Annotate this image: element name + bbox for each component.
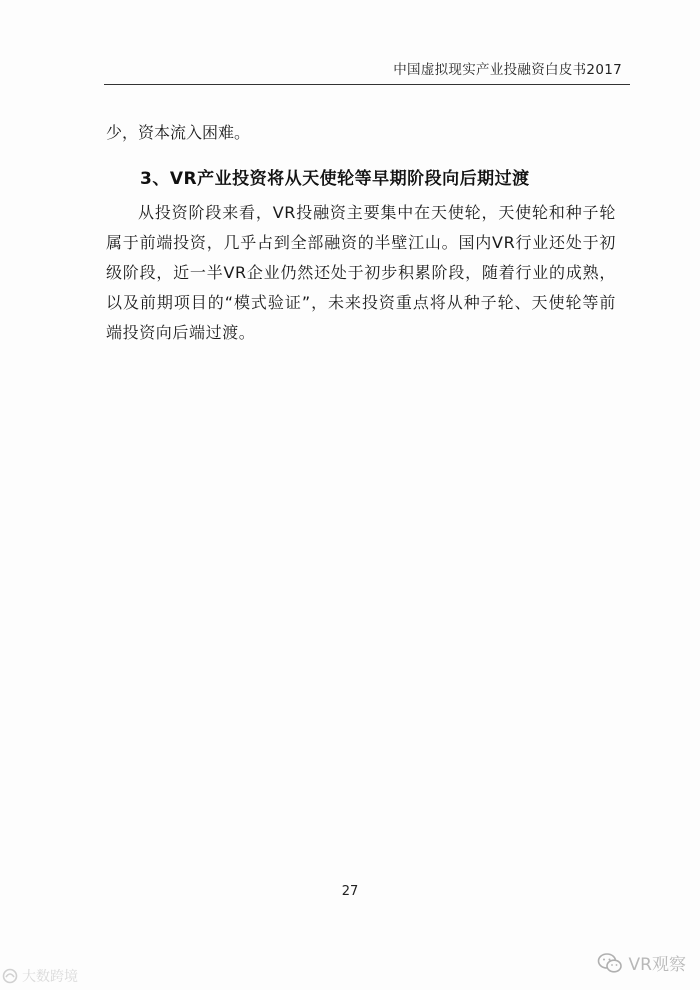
watermark-right-text: VR观察 <box>628 955 686 975</box>
brand-logo-icon <box>2 968 18 984</box>
watermark-left <box>2 966 78 986</box>
body-paragraph: 从投资阶段来看，VR投融资主要集中在天使轮，天使轮和种子轮属于前端投资，几乎占到全部融资的半壁江山。国内VR行业还处于初级阶段，近一半VR企业仍然还处于初步积累阶段，随着行业的成熟，以及前期项目的“模式验证”，未来投资重点将从种子轮、天使轮等前端投资向后端过渡。 <box>106 203 616 342</box>
page-number: 27 <box>341 884 359 899</box>
section-heading: 3、VR产业投资将从天使轮等早期阶段向后期过渡 <box>140 169 530 189</box>
wechat-icon <box>597 952 623 974</box>
running-header: 中国虚拟现实产业投融资白皮书2017 <box>393 62 622 78</box>
header-divider <box>104 84 630 85</box>
watermark-right <box>597 950 686 975</box>
continued-text: 少，资本流入困难。 <box>106 123 251 142</box>
watermark-left-text: 大数跨境 <box>22 969 78 985</box>
